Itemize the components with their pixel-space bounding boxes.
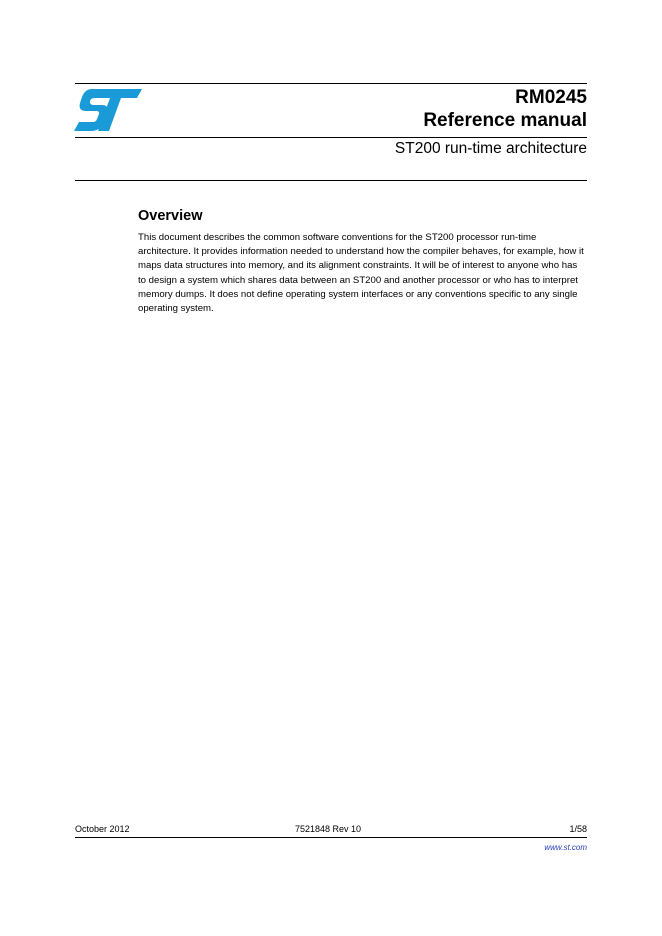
document-type: Reference manual [423, 110, 587, 131]
title-rule [75, 137, 587, 138]
footer-date: October 2012 [75, 824, 130, 834]
overview-body: This document describes the common software conventions for the ST200 processor run-time architecture. It provides information needed to understand how the compiler behaves, for example, how it maps data structures into memory, and its alignment constraints. It will be of interest to anyone who has to design a system which shares data between an ST200 and another processor or who has to interpret memory dumps. It does not define operating system interfaces or any conventions specific to any single operating system. [138, 232, 584, 315]
document-id: RM0245 [515, 87, 587, 108]
header-bottom-rule [75, 180, 587, 181]
document-subtitle: ST200 run-time architecture [394, 140, 587, 157]
overview-section [138, 208, 586, 316]
website-link[interactable]: www.st.com [544, 843, 587, 852]
header-top-rule [75, 83, 587, 84]
overview-heading: Overview [138, 208, 203, 224]
footer-doc-number: 7521848 Rev 10 [295, 824, 362, 834]
footer-page-number: 1/58 [569, 824, 587, 834]
st-logo-icon [74, 89, 142, 131]
footer-rule [75, 837, 587, 838]
